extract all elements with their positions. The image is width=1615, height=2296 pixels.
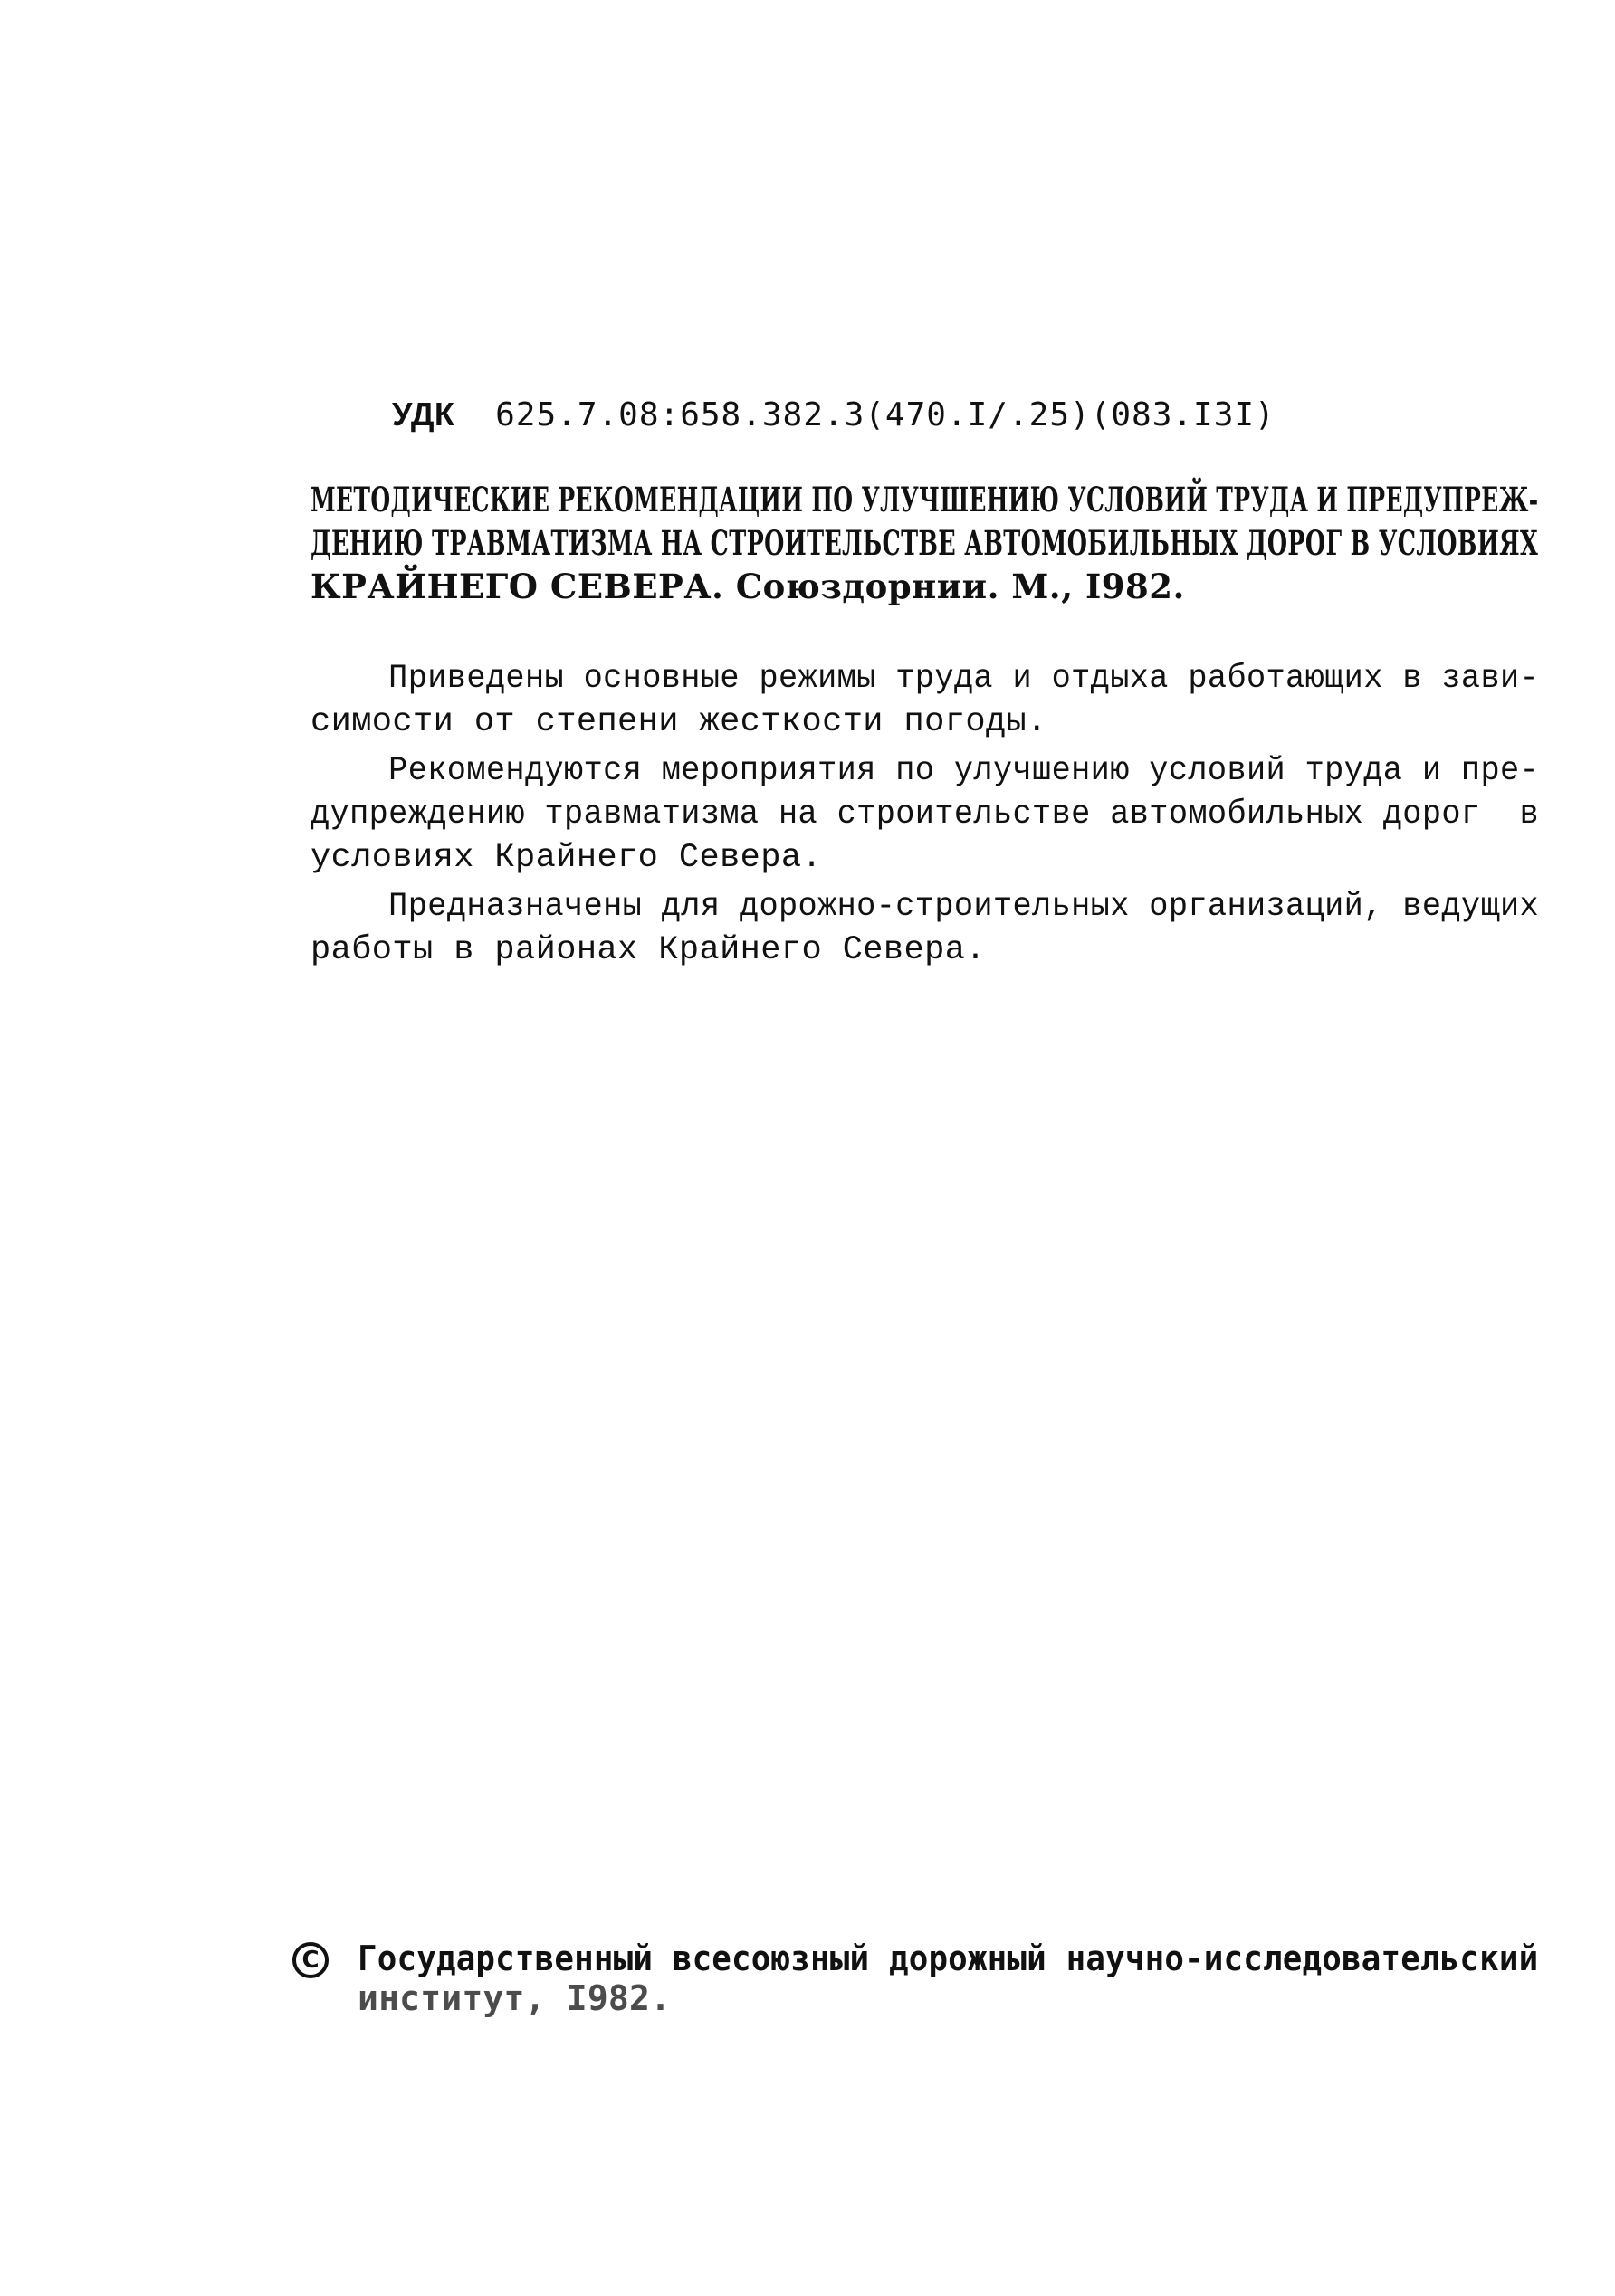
udk-code: 625.7.08:658.382.3(470.I/.25)(083.I3I) [495, 396, 1276, 433]
copyright-line-1: Государственный всесоюзный дорожный научно-исследовательский [358, 1939, 1539, 1978]
udk-line [311, 355, 1276, 477]
copyright-line-2: институт, I982. [358, 1978, 672, 2018]
udk-label: УДК [392, 395, 455, 433]
abstract-line-6: Предназначены для дорожно-строительных организаций, ведущих [311, 888, 1540, 926]
abstract-line-4: дупреждению травматизма на строительстве автомобильных дорог в [311, 796, 1540, 834]
title-line-2: ДЕНИЮ ТРАВМАТИЗМА НА СТРОИТЕЛЬСТВЕ АВТОМОБИЛЬНЫХ ДОРОГ В УСЛОВИЯХ [311, 523, 1539, 563]
abstract-line-7: работы в районах Крайнего Севера. [311, 931, 986, 969]
title-line-1: МЕТОДИЧЕСКИЕ РЕКОМЕНДАЦИИ ПО УЛУЧШЕНИЮ УСЛОВИЙ ТРУДА И ПРЕДУПРЕЖ- [311, 480, 1539, 519]
abstract-line-1: Приведены основные режимы труда и отдыха работающих в зави- [311, 660, 1540, 698]
abstract-line-3: Рекомендуются мероприятия по улучшению условий труда и пре- [311, 752, 1540, 790]
title-line-3: КРАЙНЕГО СЕВЕРА. Союздорнии. М., I982. [311, 567, 1185, 606]
copyright-icon: С [292, 1942, 329, 1978]
abstract-line-5: условиях Крайнего Севера. [311, 839, 823, 877]
abstract-line-2: симости от степени жесткости погоды. [311, 703, 1047, 741]
